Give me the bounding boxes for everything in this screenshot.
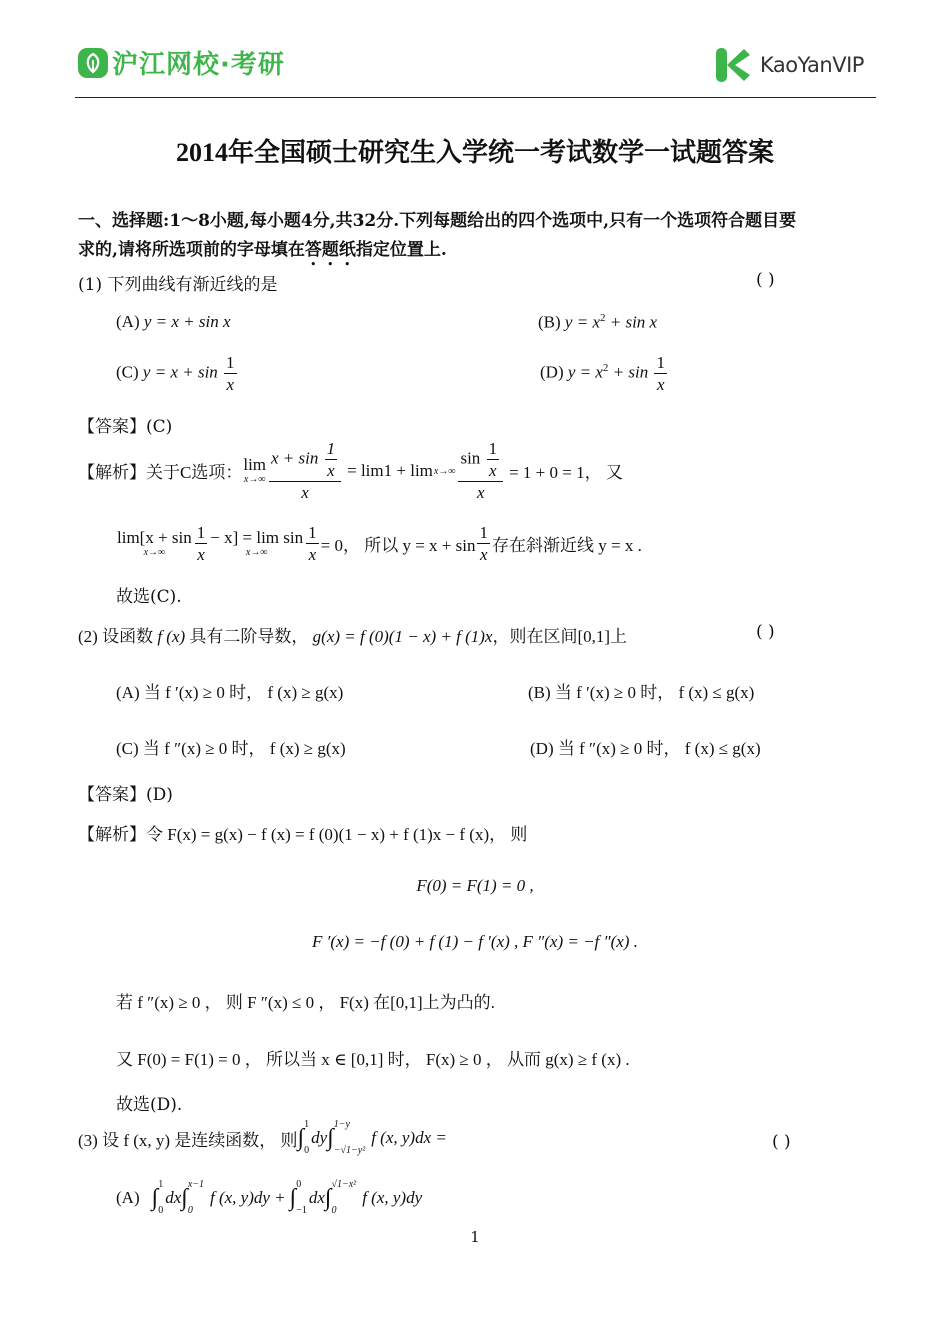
lim-operator [117, 529, 192, 558]
lim-text: lim [243, 455, 267, 474]
heading-line2-emphasis: 答题纸 [304, 240, 356, 260]
fraction-numerator: 1 [196, 523, 206, 542]
fraction-denominator: x [656, 375, 665, 394]
q2-analysis-line3: 若 f ″(x) ≥ 0 ， 则 F ″(x) ≤ 0 ， F(x) 在[0,1]上为凸的. [116, 993, 495, 1012]
page-number: 1 [470, 1228, 480, 1246]
fraction-numerator [269, 440, 341, 482]
q2-stem-post: ，则在区间[0,1]上 [492, 627, 628, 646]
q1-option-d-sup: 2 [602, 361, 609, 374]
q3-integrand: f (x, y)dx = [371, 1128, 447, 1147]
q3-stem [78, 1120, 447, 1156]
integral-sign: ∫ [289, 1184, 297, 1211]
q1-analysis-line2 [116, 524, 642, 563]
kaoyanvip-logo [714, 46, 864, 84]
hujiang-logo [78, 44, 285, 81]
integral-sign: ∫ [324, 1184, 332, 1211]
integral-sign: ∫ [151, 1184, 159, 1211]
q1-option-b-expr: y = x [564, 312, 600, 332]
fraction-denominator: x [479, 545, 488, 564]
lower-limit: 0 [304, 1145, 310, 1156]
q1-option-c-label: (C) [116, 362, 139, 382]
fraction-denominator: x [489, 461, 497, 480]
q1-analysis-fraction-2 [458, 440, 503, 501]
q2-stem-pre: (2) 设函数 [78, 627, 158, 646]
q1-analysis-line1 [78, 440, 623, 501]
numerator-text: x + sin [271, 448, 319, 468]
q1-option-a-label: (A) [116, 312, 140, 331]
q1-option-d-label: (D) [540, 362, 564, 382]
lower-limit: 0 [331, 1205, 337, 1216]
heading-line2-pre: 求的,请将所选项前的字母填在 [78, 240, 305, 260]
lim-text: − x] = lim sin [210, 528, 304, 547]
q1-analysis-eq: = lim1 + lim [347, 460, 433, 480]
fraction-numerator: 1 [326, 439, 336, 458]
fraction-denominator: x [301, 483, 309, 502]
integral-sign: ∫ [327, 1124, 334, 1151]
lower-limit: −√1−y² [333, 1145, 366, 1156]
q3-a-mid: f (x, y)dy + [210, 1188, 286, 1207]
lower-limit: 0 [158, 1205, 164, 1216]
fraction-numerator: 1 [479, 523, 488, 542]
heading-line2-post: 指定位置上. [355, 240, 447, 260]
q2-analysis: 【解析】令 F(x) = g(x) − f (x) = f (0)(1 − x) + f (1)x − f (x)， 则 [78, 825, 528, 844]
integral-limits [158, 1180, 163, 1216]
q2-answer-paren: ( ) [756, 622, 775, 642]
q1-analysis-fraction-1 [269, 440, 341, 501]
fraction-denominator: x [226, 375, 235, 394]
q2-conclusion: 故选(D). [116, 1095, 183, 1115]
q3-a-tail: f (x, y)dy [362, 1188, 423, 1207]
q1-option-c [116, 354, 239, 393]
lim-subscript: x→∞ [433, 465, 456, 477]
section-heading-line1: 一、选择题:1～8小题,每小题4分,共32分.下列每题给出的四个选项中,只有一个选项符合题目要 [78, 211, 797, 231]
q1-option-d [540, 354, 669, 393]
lim-operator [243, 456, 266, 485]
lower-limit: 0 [187, 1205, 193, 1216]
integral-sign: ∫ [297, 1124, 305, 1151]
upper-limit: √1−x² [331, 1179, 357, 1190]
q2-stem-g: g(x) = f (0)(1 − x) + f (1)x [312, 627, 493, 646]
fraction-numerator: 1 [226, 353, 235, 372]
q1-option-a [116, 312, 231, 332]
q1-option-b-label: (B) [538, 312, 561, 332]
lim-text: lim[x + sin [117, 528, 192, 547]
upper-limit: 1 [304, 1119, 310, 1130]
fraction [195, 524, 208, 563]
q1-stem: (1) 下列曲线有渐近线的是 [78, 275, 278, 295]
q1-option-c-fraction [224, 354, 237, 393]
q2-option-c: (C) 当 f ″(x) ≥ 0 时， f (x) ≥ g(x) [116, 739, 346, 758]
fraction-denominator: x [327, 461, 335, 480]
q2-stem [78, 622, 627, 647]
fraction-numerator [458, 440, 503, 482]
q3-a-dx: dx [165, 1188, 182, 1207]
q2-equation-1: F(0) = F(1) = 0 , [416, 876, 534, 895]
lim-subscript: x→∞ [245, 547, 268, 558]
integral-limits [304, 1120, 309, 1156]
q1-answer-paren: ( ) [756, 270, 775, 290]
q2-stem-f: f (x) [157, 627, 186, 646]
lim-operator [434, 465, 456, 477]
q2-answer: 【答案】(D) [78, 785, 173, 805]
q3-answer-paren: ( ) [772, 1132, 791, 1152]
q2-option-a: (A) 当 f ′(x) ≥ 0 时， f (x) ≥ g(x) [116, 683, 344, 702]
leaf-icon [78, 48, 108, 78]
fraction [477, 524, 490, 563]
upper-limit: 1−y [333, 1119, 350, 1130]
q2-option-d: (D) 当 f ″(x) ≥ 0 时， f (x) ≤ g(x) [530, 739, 761, 758]
brand-left-text: 沪江网校·考研 [112, 50, 285, 80]
fraction [306, 524, 319, 563]
integral-limits [334, 1120, 365, 1156]
q1-option-c-expr: y = x + sin [142, 362, 218, 382]
brand-right-text: KaoYanVIP [760, 53, 864, 77]
q1-option-d-expr: y = x [567, 362, 603, 382]
inner-fraction [325, 440, 338, 479]
fraction-denominator: x [197, 545, 205, 564]
q1-line2-tail: 存在斜渐近线 y = x . [491, 536, 642, 555]
q1-option-b-sup: 2 [599, 312, 606, 324]
lim-subscript: x→∞ [243, 474, 266, 485]
q1-option-b [538, 312, 657, 333]
header-divider [75, 97, 876, 98]
integral-limits [332, 1180, 357, 1216]
q1-conclusion: 故选(C). [116, 587, 182, 607]
fraction-denominator: x [476, 483, 485, 502]
q1-analysis-result: = 1 + 0 = 1， 又 [509, 463, 623, 482]
q2-analysis-line4: 又 F(0) = F(1) = 0 ， 所以当 x ∈ [0,1] 时， F(x) ≥ 0 ， 从而 g(x) ≥ f (x) . [116, 1050, 630, 1069]
q1-option-d-expr-post: + sin [608, 362, 649, 382]
q1-analysis-label: 【解析】关于C选项： [78, 463, 243, 482]
lower-limit: −1 [296, 1205, 307, 1216]
numerator-text: sin [460, 448, 481, 468]
q2-equation-2: F ′(x) = −f (0) + f (1) − f ′(x) , F ″(x) = −f ″(x) . [312, 932, 638, 951]
q2-option-b: (B) 当 f ′(x) ≥ 0 时， f (x) ≤ g(x) [528, 683, 755, 702]
q3-dy: dy [311, 1128, 328, 1147]
lim-subscript: x→∞ [143, 547, 166, 558]
q2-stem-mid: 具有二阶导数， [185, 627, 313, 646]
fraction-numerator: 1 [488, 439, 498, 458]
q1-line2-mid: = 0， 所以 y = x + sin [320, 536, 476, 555]
lim-operator [210, 529, 303, 558]
fraction-numerator: 1 [308, 523, 317, 542]
inner-fraction [487, 440, 500, 479]
q1-answer: 【答案】(C) [78, 417, 173, 437]
integral-sign: ∫ [181, 1184, 188, 1211]
k-logo-icon [714, 46, 752, 84]
upper-limit: 0 [296, 1179, 302, 1190]
q3-a-dx2: dx [308, 1188, 325, 1207]
page-title: 2014年全国硕士研究生入学统一考试数学一试题答案 [175, 138, 774, 167]
upper-limit: x−1 [187, 1179, 204, 1190]
q3-option-a [116, 1180, 422, 1216]
integral-limits [296, 1180, 307, 1216]
q3-stem-pre: (3) 设 f (x, y) 是连续函数， 则 [78, 1130, 298, 1150]
fraction-numerator: 1 [656, 353, 665, 372]
q1-option-d-fraction [654, 354, 667, 393]
q1-option-a-expr: y = x + sin x [143, 312, 231, 331]
integral-limits [188, 1180, 204, 1216]
upper-limit: 1 [158, 1179, 164, 1190]
q3-option-a-label: (A) [116, 1188, 140, 1207]
section-heading-line2 [78, 235, 447, 270]
fraction-denominator: x [308, 545, 317, 564]
q1-option-b-expr-post: + sin x [605, 312, 658, 332]
